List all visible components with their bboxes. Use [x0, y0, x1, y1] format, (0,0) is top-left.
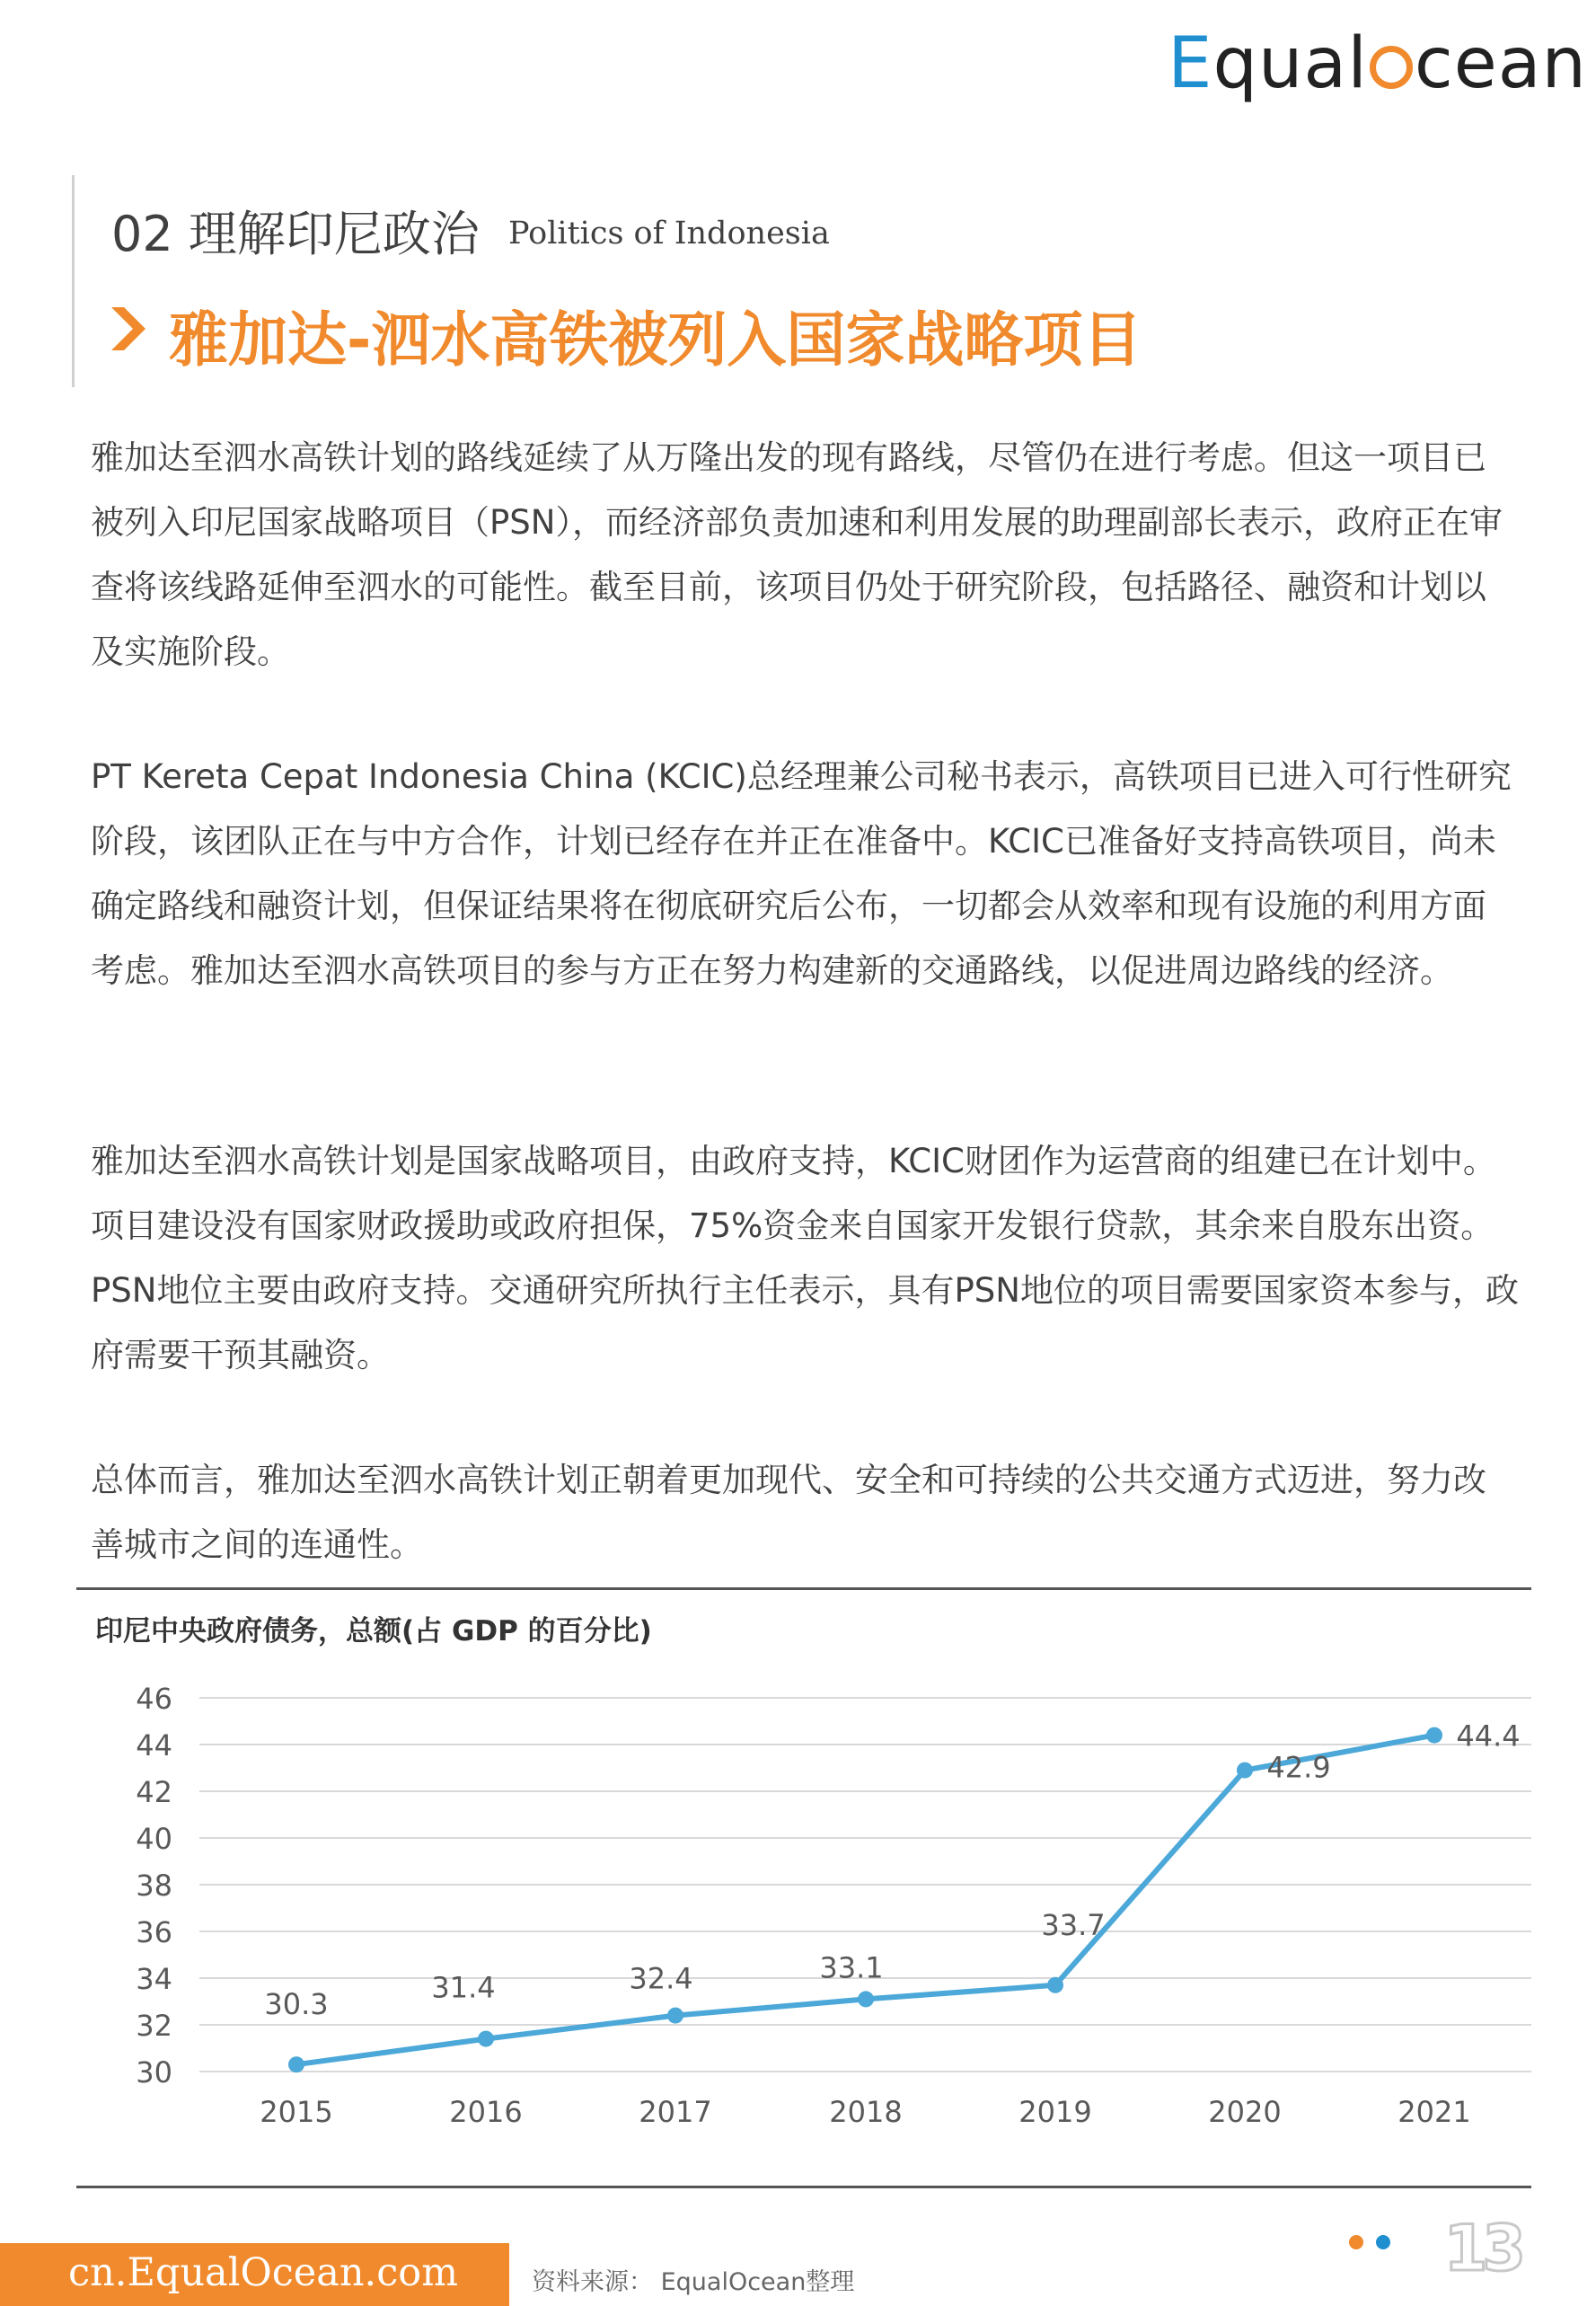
chart-bottom-rule: [76, 2186, 1531, 2188]
paragraph-1: 雅加达至泗水高铁计划的路线延续了从万隆出发的现有路线，尽管仍在进行考虑。但这一项目已被列入印尼国家战略项目（PSN），而经济部负责加速和利用发展的助理副部长表示，政府正在审查将该线路延伸至泗水的可能性。截至目前，该项目仍处于研究阶段，包括路径、融资和计划以及实施阶段。: [91, 438, 1503, 671]
x-tick-label: 2015: [260, 2095, 333, 2129]
data-label: 31.4: [431, 1970, 496, 2005]
x-tick-label: 2017: [639, 2095, 712, 2129]
data-label: 33.1: [819, 1950, 884, 1985]
chart-top-rule: [76, 1587, 1531, 1590]
decor-dot-orange: [1349, 2235, 1363, 2249]
data-label: 32.4: [629, 1961, 693, 1996]
data-label: 42.9: [1266, 1750, 1331, 1785]
y-tick-label: 30: [136, 2055, 172, 2090]
data-label: 30.3: [264, 1987, 329, 2022]
page-number: 13: [1443, 2212, 1521, 2285]
data-label: 44.4: [1456, 1718, 1521, 1754]
x-tick-label: 2021: [1398, 2095, 1471, 2129]
equalocean-logo: [1168, 23, 1587, 104]
footer-url[interactable]: cn.EqualOcean.com: [68, 2250, 458, 2295]
x-tick-label: 2016: [449, 2095, 523, 2129]
y-tick-label: 44: [136, 1728, 172, 1763]
y-tick-label: 40: [136, 1822, 172, 1856]
data-point: [667, 2008, 683, 2024]
x-tick-label: 2018: [829, 2095, 903, 2129]
paragraph-3: 雅加达至泗水高铁计划是国家战略项目，由政府支持，KCIC财团作为运营商的组建已在计划中。项目建设没有国家财政援助或政府担保，75%资金来自国家开发银行贷款，其余来自股东出资。PSN地位主要由政府支持。交通研究所执行主任表示，具有PSN地位的项目需要国家资本参与，政府需要干预其融资。: [91, 1142, 1519, 1374]
data-point: [288, 2056, 304, 2072]
chevron-right-icon: [110, 304, 147, 354]
data-point: [1237, 1763, 1253, 1779]
x-tick-label: 2019: [1018, 2095, 1092, 2129]
data-point: [1426, 1727, 1442, 1744]
decor-dot-blue: [1376, 2235, 1390, 2249]
logo-text-equal: Equal: [1168, 23, 1368, 104]
x-tick-label: 2020: [1208, 2095, 1282, 2129]
section-english-label: Politics of Indonesia: [508, 216, 830, 252]
y-tick-label: 34: [136, 1962, 172, 1996]
debt-line-chart: [0, 1671, 1596, 2174]
paragraph-2: PT Kereta Cepat Indonesia China (KCIC)总经理兼公司秘书表示，高铁项目已进入可行性研究阶段，该团队正在与中方合作，计划已经存在并正在准备中。KCIC已准备好支持高铁项目，尚未确定路线和融资计划，但保证结果将在彻底研究后公布，一切都会从效率和现有设施的利用方面考虑。雅加达至泗水高铁项目的参与方正在努力构建新的交通路线，以促进周边路线的经济。: [91, 757, 1512, 990]
y-tick-label: 32: [136, 2009, 172, 2043]
y-tick-label: 36: [136, 1915, 172, 1949]
paragraph-4: 总体而言，雅加达至泗水高铁计划正朝着更加现代、安全和可持续的公共交通方式迈进，努力改善城市之间的连通性。: [91, 1461, 1486, 1564]
chart-title: 印尼中央政府债务，总额(占 GDP 的百分比): [95, 1615, 652, 1648]
logo-text-cean: cean: [1414, 23, 1587, 104]
logo-circle-icon: [1370, 46, 1413, 89]
data-point: [478, 2031, 494, 2047]
data-label: 33.7: [1041, 1907, 1106, 1942]
series-line: [296, 1736, 1434, 2065]
page-title: 雅加达-泗水高铁被列入国家战略项目: [169, 305, 1142, 375]
y-tick-label: 38: [136, 1869, 172, 1903]
data-point: [1047, 1977, 1063, 1993]
source-note: 资料来源： EqualOcean整理: [532, 2268, 855, 2296]
y-tick-label: 46: [136, 1682, 172, 1716]
section-label: 02 理解印尼政治: [111, 206, 480, 262]
data-point: [858, 1991, 874, 2007]
section-divider: [72, 175, 75, 387]
y-tick-label: 42: [136, 1775, 172, 1809]
